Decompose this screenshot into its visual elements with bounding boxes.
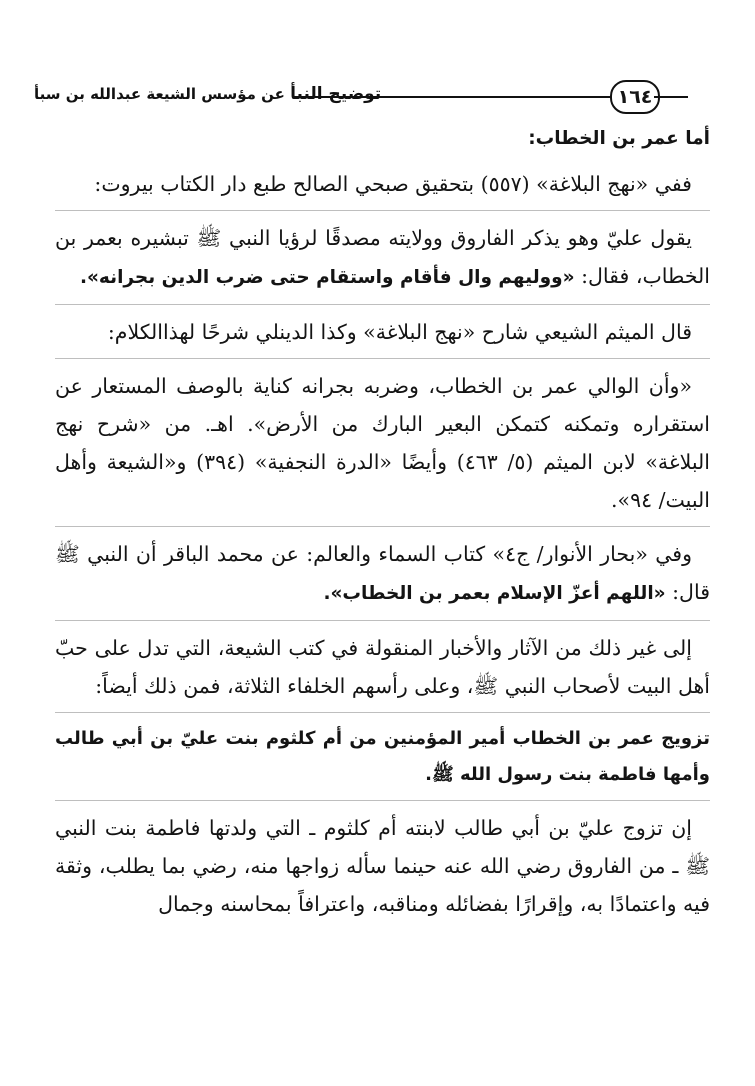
paragraph-explanation: «وأن الوالي عمر بن الخطاب، وضربه بجرانه كناية بالوصف المستعار عن استقراره وتمكنه كتمكن البعير البارك من الأرض». اهـ. من «شرح نهج البلاغة» لابن الميثم (٥/ ٤٦٣) وأيضًا «الدرة النجفية» (٣٩٤) و«الشيعة وأهل البيت/ ٩٤». xyxy=(55,374,710,512)
paragraph-marriage: إن تزوج عليّ بن أبي طالب لابنته أم كلثوم ـ التي ولدتها فاطمة بنت النبي ﷺ ـ من الفاروق رضي الله عنه حينما سأله زواجها منه، رضي بما يطلب، وثقة فيه واعتمادًا به، وإقرارًا بفضائله ومناقبه، واعترافاً بمحاسنه وجمال xyxy=(55,816,710,916)
paragraph-nahj-reference: ففي «نهج البلاغة» (٥٥٧) بتحقيق صبحي الصالح طبع دار الكتاب بيروت: xyxy=(94,172,692,196)
ali-quote-bold: «ووليهم وال فأقام واستقام حتى ضرب الدين بجرانه». xyxy=(79,267,575,288)
book-title-main: توضيح النبأ xyxy=(290,84,382,104)
paragraph-divider xyxy=(55,712,710,713)
paragraph-divider xyxy=(55,800,710,801)
paragraph-ali-quote xyxy=(55,219,710,297)
running-header xyxy=(34,78,682,116)
book-title-sub: عن مؤسس الشيعة عبدالله بن سبأ xyxy=(34,85,285,103)
paragraph-divider xyxy=(55,304,710,305)
paragraph-maytham: قال الميثم الشيعي شارح «نهج البلاغة» وكذا الدينلي شرحًا لهذاالكلام: xyxy=(107,320,692,344)
bihar-quote-bold: «اللهم أعزّ الإسلام بعمر بن الخطاب». xyxy=(323,583,666,604)
paragraph-other-narrations: إلى غير ذلك من الآثار والأخبار المنقولة في كتب الشيعة، التي تدل على حبّ أهل البيت لأصحاب النبي ﷺ، وعلى رأسهم الخلفاء الثلاثة، فمن ذلك أيضاً: xyxy=(55,636,710,698)
section-heading-marriage: تزويج عمر بن الخطاب أمير المؤمنين من أم كلثوم بنت عليّ بن أبي طالب وأمها فاطمة بنت رسول الله ﷺ. xyxy=(55,728,710,785)
paragraph-ali-quote-intro: يقول عليّ وهو يذكر الفاروق وولايته مصدقًا لرؤيا النبي ﷺ تبشيره بعمر بن الخطاب، فقال: xyxy=(55,226,710,288)
paragraph-divider xyxy=(55,620,710,621)
section-heading-umar: أما عمر بن الخطاب: xyxy=(528,128,710,149)
paragraph-bihar-intro: وفي «بحار الأنوار/ ج٤» كتاب السماء والعالم: عن محمد الباقر أن النبي ﷺ قال: xyxy=(55,542,710,604)
page-content xyxy=(55,120,710,930)
paragraph-divider xyxy=(55,210,710,211)
paragraph-divider xyxy=(55,526,710,527)
header-rule xyxy=(292,96,610,98)
book-title xyxy=(34,84,381,104)
paragraph-bihar xyxy=(55,535,710,613)
paragraph-divider xyxy=(55,358,710,359)
header-rule-right xyxy=(654,96,688,98)
page-number: ١٦٤ xyxy=(610,80,660,114)
